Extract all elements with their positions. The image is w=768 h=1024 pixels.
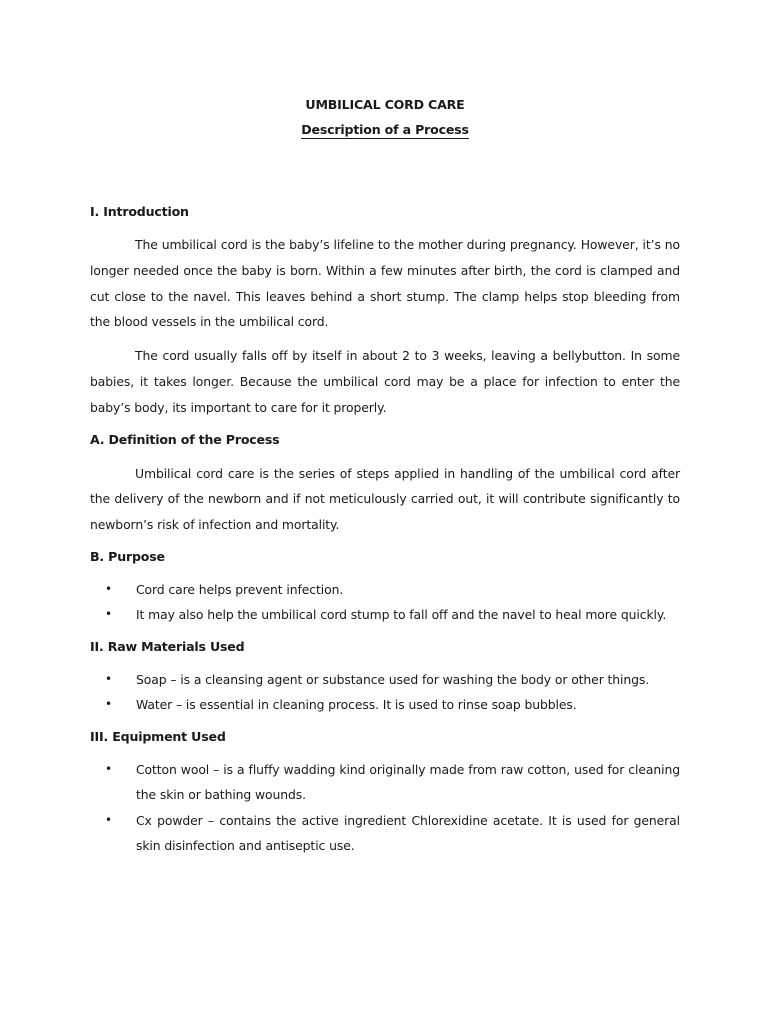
bullet-icon: • [105, 671, 112, 686]
raw-material-item-2: Water – is essential in cleaning process. It is used to rinse soap bubbles. [136, 697, 577, 713]
section-heading-equipment: III. Equipment Used [90, 728, 226, 744]
bullet-icon: • [105, 607, 112, 622]
purpose-list [90, 577, 680, 628]
introduction-paragraph-2: The cord usually falls off by itself in about 2 to 3 weeks, leaving a bellybutton. In some babies, it takes longer. Because the umbilical cord may be a place for infection to enter the baby’s body, its important to care for it properly. [90, 348, 680, 415]
bullet-icon: • [105, 812, 112, 827]
section-heading-definition: A. Definition of the Process [90, 431, 280, 447]
definition-paragraph: Umbilical cord care is the series of steps applied in handling of the umbilical cord after the delivery of the newborn and if not meticulously carried out, it will contribute significantly to newborn’s risk of infection and mortality. [90, 465, 680, 533]
bullet-icon: • [105, 697, 112, 712]
document-subtitle: Description of a Process [301, 122, 469, 137]
equipment-item-2: Cx powder – contains the active ingredient Chlorexidine acetate. It is used for general skin disinfection and antiseptic use. [136, 812, 680, 854]
bullet-icon: • [105, 761, 112, 776]
list-item [90, 667, 680, 693]
introduction-paragraph-1: The umbilical cord is the baby’s lifeline to the mother during pregnancy. However, it’s no longer needed once the baby is born. Within a few minutes after birth, the cord is clamped and cut close to the navel. This leaves behind a short stump. The clamp helps stop bleeding from the blood vessels in the umbilical cord. [90, 237, 680, 330]
document-title: UMBILICAL CORD CARE [305, 97, 465, 112]
equipment-item-1: Cotton wool – is a fluffy wadding kind originally made from raw cotton, used for cleaning the skin or bathing wounds. [136, 761, 680, 803]
section-heading-introduction: I. Introduction [90, 204, 189, 219]
purpose-item-1: Cord care helps prevent infection. [136, 581, 344, 597]
purpose-item-2: It may also help the umbilical cord stump to fall off and the navel to heal more quickly. [136, 607, 667, 623]
list-item [90, 808, 680, 859]
list-item [90, 692, 680, 718]
list-item [90, 602, 680, 628]
equipment-list [90, 757, 680, 859]
bullet-icon: • [105, 581, 112, 596]
raw-materials-list [90, 667, 680, 718]
raw-material-item-1: Soap – is a cleansing agent or substance used for washing the body or other things. [136, 671, 650, 687]
section-heading-raw-materials: II. Raw Materials Used [90, 638, 245, 654]
title-block [90, 0, 680, 139]
list-item [90, 577, 680, 603]
list-item [90, 757, 680, 808]
section-heading-purpose: B. Purpose [90, 548, 165, 564]
